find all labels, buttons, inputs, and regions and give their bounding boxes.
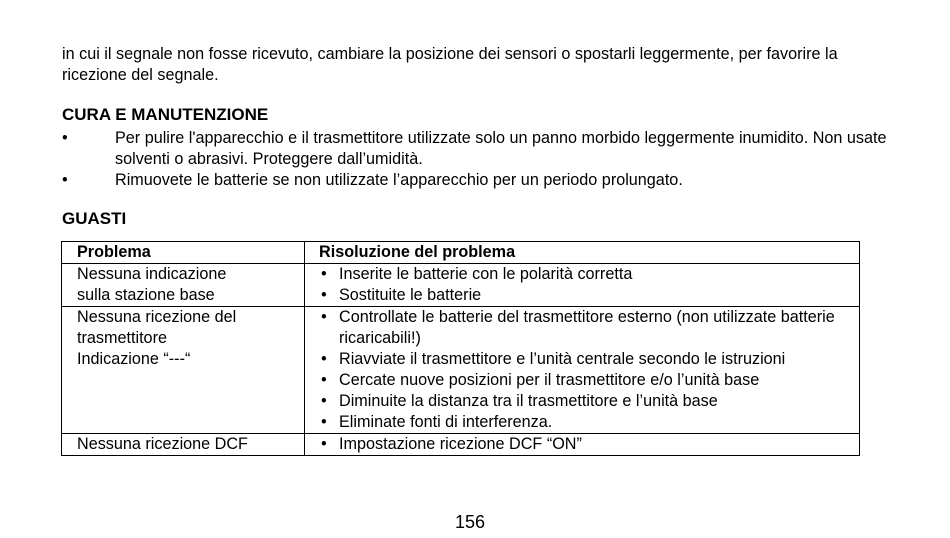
solution-cell: [305, 264, 860, 307]
table-header-row: [62, 242, 860, 264]
solution-item: • Sostituite le batterie: [319, 285, 853, 306]
problem-cell: [62, 264, 305, 307]
problem-line: Nessuna ricezione DCF: [77, 435, 248, 453]
care-list: [62, 128, 892, 191]
column-header-solution: Risoluzione del problema: [305, 242, 860, 264]
table-row: [62, 264, 860, 307]
bullet-icon: •: [62, 129, 68, 147]
solution-cell: [305, 307, 860, 434]
care-item-text: Per pulire l'apparecchio e il trasmettitore utilizzate solo un panno morbido leggermente inumidito. Non usate solventi o abrasivi. Proteggere dall’umidità.: [115, 129, 887, 168]
problem-line: trasmettitore: [77, 329, 167, 347]
column-header-problem: Problema: [62, 242, 305, 264]
faults-heading: GUASTI: [62, 209, 127, 228]
problem-cell: [62, 434, 305, 456]
table-row: [62, 434, 860, 456]
solution-item: • Inserite le batterie con le polarità corretta: [319, 264, 853, 285]
care-heading: CURA E MANUTENZIONE: [62, 105, 269, 124]
problem-line: Nessuna indicazione: [77, 265, 227, 283]
problem-line: sulla stazione base: [77, 286, 215, 304]
problem-cell: [62, 307, 305, 434]
care-item-text: Rimuovete le batterie se non utilizzate l’apparecchio per un periodo prolungato.: [115, 171, 683, 189]
solution-item: • Diminuite la distanza tra il trasmettitore e l’unità base: [319, 391, 853, 412]
table-row: [62, 307, 860, 434]
problem-line: Nessuna ricezione del: [77, 308, 237, 326]
bullet-icon: •: [62, 171, 68, 189]
solution-item: • Riavviate il trasmettitore e l’unità centrale secondo le istruzioni: [319, 349, 853, 370]
solution-item: • Eliminate fonti di interferenza.: [319, 412, 853, 433]
solution-item: • Impostazione ricezione DCF “ON”: [319, 434, 853, 455]
solution-cell: [305, 434, 860, 456]
solution-item: • Controllate le batterie del trasmettitore esterno (non utilizzate batterie ricaricabili!): [319, 307, 853, 349]
troubleshooting-table: [61, 241, 860, 456]
intro-paragraph: in cui il segnale non fosse ricevuto, cambiare la posizione dei sensori o spostarli leggermente, per favorire la ricezione del segnale.: [62, 45, 838, 84]
page-number: 156: [454, 512, 486, 532]
care-item: [62, 170, 892, 191]
solution-item: • Cercate nuove posizioni per il trasmettitore e/o l’unità base: [319, 370, 853, 391]
care-item: [62, 128, 892, 170]
problem-line: Indicazione “---“: [77, 350, 191, 368]
